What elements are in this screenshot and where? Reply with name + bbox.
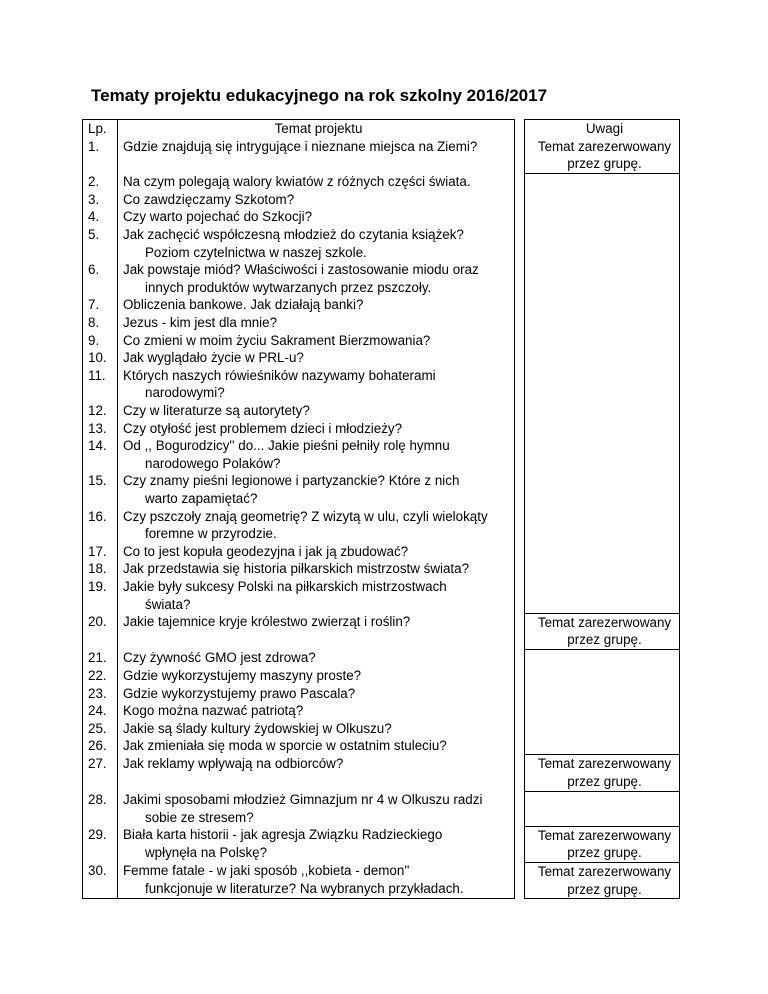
row-number: 6. bbox=[83, 261, 118, 296]
row-notes bbox=[525, 791, 680, 826]
row-topic bbox=[118, 349, 515, 367]
row-notes bbox=[525, 332, 680, 350]
row-topic bbox=[118, 402, 515, 420]
row-notes bbox=[525, 472, 680, 507]
row-number: 1. bbox=[83, 138, 118, 174]
table-row bbox=[83, 402, 680, 420]
topic-line: foremne w przyrodzie. bbox=[145, 526, 277, 542]
note-line: przez grupę. bbox=[567, 632, 642, 648]
topic-line: Jakie były sukcesy Polski na piłkarskich mistrzostwach bbox=[123, 578, 447, 594]
row-number: 19. bbox=[83, 578, 118, 613]
table-row bbox=[83, 543, 680, 561]
row-topic bbox=[118, 508, 515, 543]
row-notes bbox=[525, 560, 680, 578]
row-topic bbox=[118, 296, 515, 314]
table-row bbox=[83, 649, 680, 667]
topic-line: innych produktów wytwarzanych przez pszczoły. bbox=[145, 279, 432, 295]
row-number: 10. bbox=[83, 349, 118, 367]
topic-line: świata? bbox=[145, 596, 191, 612]
topic-line: Czy otyłość jest problemem dzieci i młodzieży? bbox=[123, 420, 403, 436]
row-number: 9. bbox=[83, 332, 118, 350]
row-topic bbox=[118, 138, 515, 174]
row-notes bbox=[525, 755, 680, 791]
table-row bbox=[83, 737, 680, 755]
row-notes bbox=[525, 138, 680, 174]
table-row bbox=[83, 420, 680, 438]
row-number: 21. bbox=[83, 649, 118, 667]
topic-line: Kogo można nazwać patriotą? bbox=[123, 703, 304, 719]
row-topic bbox=[118, 755, 515, 791]
row-number: 22. bbox=[83, 667, 118, 685]
topic-line: Czy warto pojechać do Szkocji? bbox=[123, 209, 313, 225]
topic-line: Jakimi sposobami młodzież Gimnazjum nr 4 w Olkuszu radzi bbox=[123, 792, 483, 808]
note-line: przez grupę. bbox=[567, 773, 642, 789]
table-row bbox=[83, 332, 680, 350]
table-row bbox=[83, 791, 680, 826]
topic-line: Femme fatale - w jaki sposób ,,kobieta - demon'' bbox=[123, 863, 410, 879]
row-topic bbox=[118, 367, 515, 402]
row-notes bbox=[525, 349, 680, 367]
row-topic bbox=[118, 543, 515, 561]
table-row bbox=[83, 508, 680, 543]
topic-line: Jak zmieniała się moda w sporcie w ostatnim stuleciu? bbox=[123, 738, 447, 754]
row-number: 13. bbox=[83, 420, 118, 438]
row-notes bbox=[525, 737, 680, 755]
topic-line: Jak zachęcić współczesną młodzież do czytania książek? bbox=[123, 227, 464, 243]
row-notes bbox=[525, 191, 680, 209]
row-number: 7. bbox=[83, 296, 118, 314]
row-number: 8. bbox=[83, 314, 118, 332]
row-number: 26. bbox=[83, 737, 118, 755]
topic-line: Czy znamy pieśni legionowe i partyzanckie? Które z nich bbox=[123, 473, 460, 489]
note-line: Temat zarezerwowany bbox=[537, 827, 672, 843]
header-number: Lp. bbox=[83, 120, 118, 138]
row-topic bbox=[118, 667, 515, 685]
table-row bbox=[83, 667, 680, 685]
table-row bbox=[83, 578, 680, 613]
topic-line: Poziom czytelnictwa w naszej szkole. bbox=[145, 244, 367, 260]
document-title: Tematy projektu edukacyjnego na rok szkolny 2016/2017 bbox=[91, 86, 548, 105]
topic-line: Których naszych rówieśników nazywamy bohaterami bbox=[123, 367, 436, 383]
row-number: 20. bbox=[83, 613, 118, 649]
row-number: 28. bbox=[83, 791, 118, 826]
row-topic bbox=[118, 420, 515, 438]
row-notes bbox=[525, 667, 680, 685]
topic-line: Jak powstaje miód? Właściwości i zastosowanie miodu oraz bbox=[123, 262, 479, 278]
row-topic bbox=[118, 191, 515, 209]
row-number: 17. bbox=[83, 543, 118, 561]
topic-line: narodowymi? bbox=[145, 385, 225, 401]
row-notes bbox=[525, 296, 680, 314]
row-number: 25. bbox=[83, 720, 118, 738]
row-notes bbox=[525, 685, 680, 703]
table-row bbox=[83, 755, 680, 791]
row-notes bbox=[525, 826, 680, 862]
row-notes bbox=[525, 702, 680, 720]
row-topic bbox=[118, 737, 515, 755]
table-row bbox=[83, 437, 680, 472]
row-topic bbox=[118, 437, 515, 472]
table-row bbox=[83, 261, 680, 296]
row-topic bbox=[118, 702, 515, 720]
row-notes bbox=[525, 508, 680, 543]
row-notes bbox=[525, 402, 680, 420]
row-notes bbox=[525, 720, 680, 738]
row-topic bbox=[118, 862, 515, 898]
header-topic: Temat projektu bbox=[118, 120, 515, 138]
topic-line: Jezus - kim jest dla mnie? bbox=[123, 315, 278, 331]
row-number: 11. bbox=[83, 367, 118, 402]
table-row bbox=[83, 191, 680, 209]
row-number: 18. bbox=[83, 560, 118, 578]
row-topic bbox=[118, 720, 515, 738]
row-notes bbox=[525, 649, 680, 667]
topic-line: Co zawdzięczamy Szkotom? bbox=[123, 191, 295, 207]
topic-line: Gdzie wykorzystujemy maszyny proste? bbox=[123, 667, 362, 683]
header-notes: Uwagi bbox=[525, 120, 680, 138]
topic-line: narodowego Polaków? bbox=[145, 455, 281, 471]
row-topic bbox=[118, 613, 515, 649]
topic-line: Czy żywność GMO jest zdrowa? bbox=[123, 650, 316, 666]
row-topic bbox=[118, 208, 515, 226]
row-topic bbox=[118, 649, 515, 667]
topic-line: Gdzie znajdują się intrygujące i nieznane miejsca na Ziemi? bbox=[123, 138, 478, 154]
row-number: 16. bbox=[83, 508, 118, 543]
row-notes bbox=[525, 862, 680, 898]
row-topic bbox=[118, 826, 515, 862]
table-row bbox=[83, 720, 680, 738]
table-row bbox=[83, 208, 680, 226]
row-number: 2. bbox=[83, 173, 118, 191]
topic-line: Od ,, Bogurodzicy'' do... Jakie pieśni pełniły rolę hymnu bbox=[123, 438, 450, 454]
row-notes bbox=[525, 578, 680, 613]
row-notes bbox=[525, 261, 680, 296]
topic-line: Czy pszczoły znają geometrię? Z wizytą w ulu, czyli wielokąty bbox=[123, 508, 488, 524]
row-notes bbox=[525, 367, 680, 402]
topic-line: Jakie są ślady kultury żydowskiej w Olkuszu? bbox=[123, 720, 392, 736]
table-row bbox=[83, 138, 680, 174]
row-number: 5. bbox=[83, 226, 118, 261]
table-row bbox=[83, 685, 680, 703]
topic-line: Jak wyglądało życie w PRL-u? bbox=[123, 350, 304, 366]
table-row bbox=[83, 826, 680, 862]
note-line: przez grupę. bbox=[567, 881, 642, 897]
row-number: 24. bbox=[83, 702, 118, 720]
topic-line: Jakie tajemnice kryje królestwo zwierząt i roślin? bbox=[123, 614, 411, 630]
row-number: 30. bbox=[83, 862, 118, 898]
row-notes bbox=[525, 208, 680, 226]
row-topic bbox=[118, 332, 515, 350]
row-number: 27. bbox=[83, 755, 118, 791]
row-topic bbox=[118, 261, 515, 296]
topic-line: sobie ze stresem? bbox=[145, 809, 254, 825]
topic-line: warto zapamiętać? bbox=[145, 490, 258, 506]
topic-line: Na czym polegają walory kwiatów z różnych części świata. bbox=[123, 174, 471, 190]
topics-table-body bbox=[83, 120, 680, 899]
topic-line: funkcjonuje w literaturze? Na wybranych przykładach. bbox=[145, 881, 464, 897]
row-topic bbox=[118, 791, 515, 826]
row-number: 4. bbox=[83, 208, 118, 226]
row-topic bbox=[118, 685, 515, 703]
table-row bbox=[83, 472, 680, 507]
row-topic bbox=[118, 314, 515, 332]
row-topic bbox=[118, 472, 515, 507]
row-topic bbox=[118, 578, 515, 613]
topic-line: wpłynęła na Polskę? bbox=[145, 844, 268, 860]
row-number: 14. bbox=[83, 437, 118, 472]
row-number: 15. bbox=[83, 472, 118, 507]
table-row bbox=[83, 314, 680, 332]
row-notes bbox=[525, 314, 680, 332]
row-notes bbox=[525, 437, 680, 472]
note-line: Temat zarezerwowany bbox=[537, 863, 672, 879]
row-topic bbox=[118, 173, 515, 191]
row-number: 23. bbox=[83, 685, 118, 703]
topics-table bbox=[82, 119, 680, 899]
topic-line: Czy w literaturze są autorytety? bbox=[123, 403, 310, 418]
row-number: 3. bbox=[83, 191, 118, 209]
note-line: przez grupę. bbox=[567, 845, 642, 861]
topic-line: Obliczenia bankowe. Jak działają banki? bbox=[123, 297, 364, 313]
row-topic bbox=[118, 560, 515, 578]
table-row bbox=[83, 560, 680, 578]
row-topic bbox=[118, 226, 515, 261]
note-line: przez grupę. bbox=[567, 156, 642, 172]
table-row bbox=[83, 367, 680, 402]
note-line: Temat zarezerwowany bbox=[537, 756, 672, 772]
table-row bbox=[83, 349, 680, 367]
topic-line: Co zmieni w moim życiu Sakrament Bierzmowania? bbox=[123, 332, 431, 348]
row-notes bbox=[525, 173, 680, 191]
row-notes bbox=[525, 613, 680, 649]
row-notes bbox=[525, 543, 680, 561]
note-line: Temat zarezerwowany bbox=[537, 614, 672, 630]
topic-line: Jak reklamy wpływają na odbiorców? bbox=[123, 755, 344, 771]
note-line: Temat zarezerwowany bbox=[537, 138, 672, 154]
table-row bbox=[83, 173, 680, 191]
row-notes bbox=[525, 420, 680, 438]
row-number: 12. bbox=[83, 402, 118, 420]
row-number: 29. bbox=[83, 826, 118, 862]
table-row bbox=[83, 226, 680, 261]
row-notes bbox=[525, 226, 680, 261]
table-row bbox=[83, 702, 680, 720]
topic-line: Co to jest kopuła geodezyjna i jak ją zbudować? bbox=[123, 543, 409, 559]
table-row bbox=[83, 862, 680, 898]
topic-line: Jak przedstawia się historia piłkarskich mistrzostw świata? bbox=[123, 561, 470, 577]
topic-line: Gdzie wykorzystujemy prawo Pascala? bbox=[123, 685, 356, 701]
topic-line: Biała karta historii - jak agresja Związku Radzieckiego bbox=[123, 827, 443, 843]
table-header-row bbox=[83, 120, 680, 138]
table-row bbox=[83, 613, 680, 649]
table-row bbox=[83, 296, 680, 314]
